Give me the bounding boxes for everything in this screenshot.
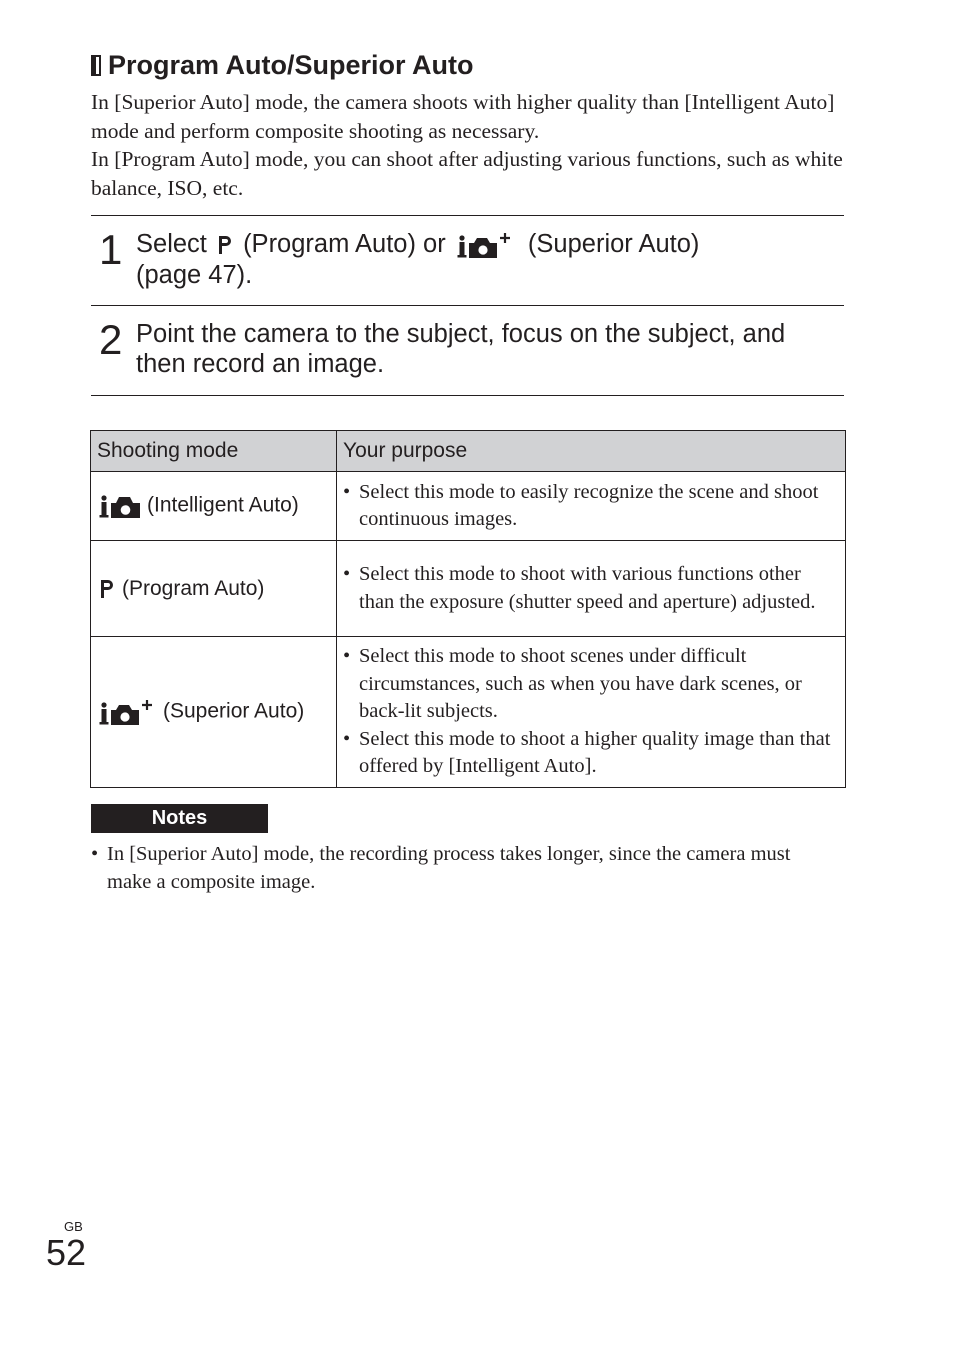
step-text: Point the camera to the subject, focus on the subject, and then record an image. [136,320,786,378]
step-prefix: Select [136,230,207,258]
step-divider [91,215,844,216]
purpose-item: • Select this mode to easily recognize the scene and shoot continuous images. [343,479,837,534]
notes-label: Notes [91,804,268,833]
step-1 [91,226,844,299]
mode-label: (Program Auto) [122,576,265,600]
mode-cell [91,472,337,541]
intro-paragraph: In [Superior Auto] mode, the camera shoots with higher quality than [Intelligent Auto] mode and perform composite shooting as necessary. [91,90,835,143]
section-heading [91,48,474,82]
step-number: 2 [99,316,123,363]
mode-cell [91,541,337,637]
step-divider [91,305,844,306]
purpose-item: • Select this mode to shoot with various functions other than the exposure (shutter speed and aperture) adjusted. [343,561,837,616]
intro-paragraph: In [Program Auto] mode, you can shoot after adjusting various functions, such as white balance, ISO, etc. [91,147,843,200]
purpose-cell [337,541,846,637]
purpose-item: • Select this mode to shoot a higher quality image than that offered by [Intelligent Auto]. [343,726,837,781]
table-row [91,637,846,788]
program-auto-icon [99,578,115,600]
purpose-cell [337,472,846,541]
purpose-cell [337,637,846,788]
column-header: Shooting mode [91,431,337,472]
note-item: • In [Superior Auto] mode, the recording process takes longer, since the camera must make a composite image. [91,841,831,896]
notes-list [91,841,831,896]
mode-label: (Superior Auto) [163,699,305,723]
program-auto-label: (Program Auto) or [243,230,446,258]
intelligent-auto-icon [99,492,141,520]
table-row [91,541,846,637]
mode-label: (Intelligent Auto) [147,493,299,517]
step-number: 1 [99,226,123,273]
superior-auto-icon [457,230,515,260]
region-code: GB [64,1219,83,1234]
step-text [136,229,841,290]
section-title: Program Auto/Superior Auto [108,50,474,80]
section-marker-icon [91,55,101,76]
purpose-item: • Select this mode to shoot scenes under difficult circumstances, such as when you have dark scenes, or back-lit subjects. [343,643,837,726]
step-divider [91,395,844,396]
page-reference: (page 47). [136,261,253,290]
shooting-mode-table [90,430,846,788]
intro-text [91,88,851,202]
step-2 [91,316,844,389]
superior-auto-label: (Superior Auto) [527,230,700,258]
table-header-row [91,431,846,472]
superior-auto-icon [99,697,155,727]
page-number: 52 [46,1232,87,1273]
program-auto-icon [217,234,233,256]
mode-cell [91,637,337,788]
column-header: Your purpose [337,431,846,472]
table-row [91,472,846,541]
